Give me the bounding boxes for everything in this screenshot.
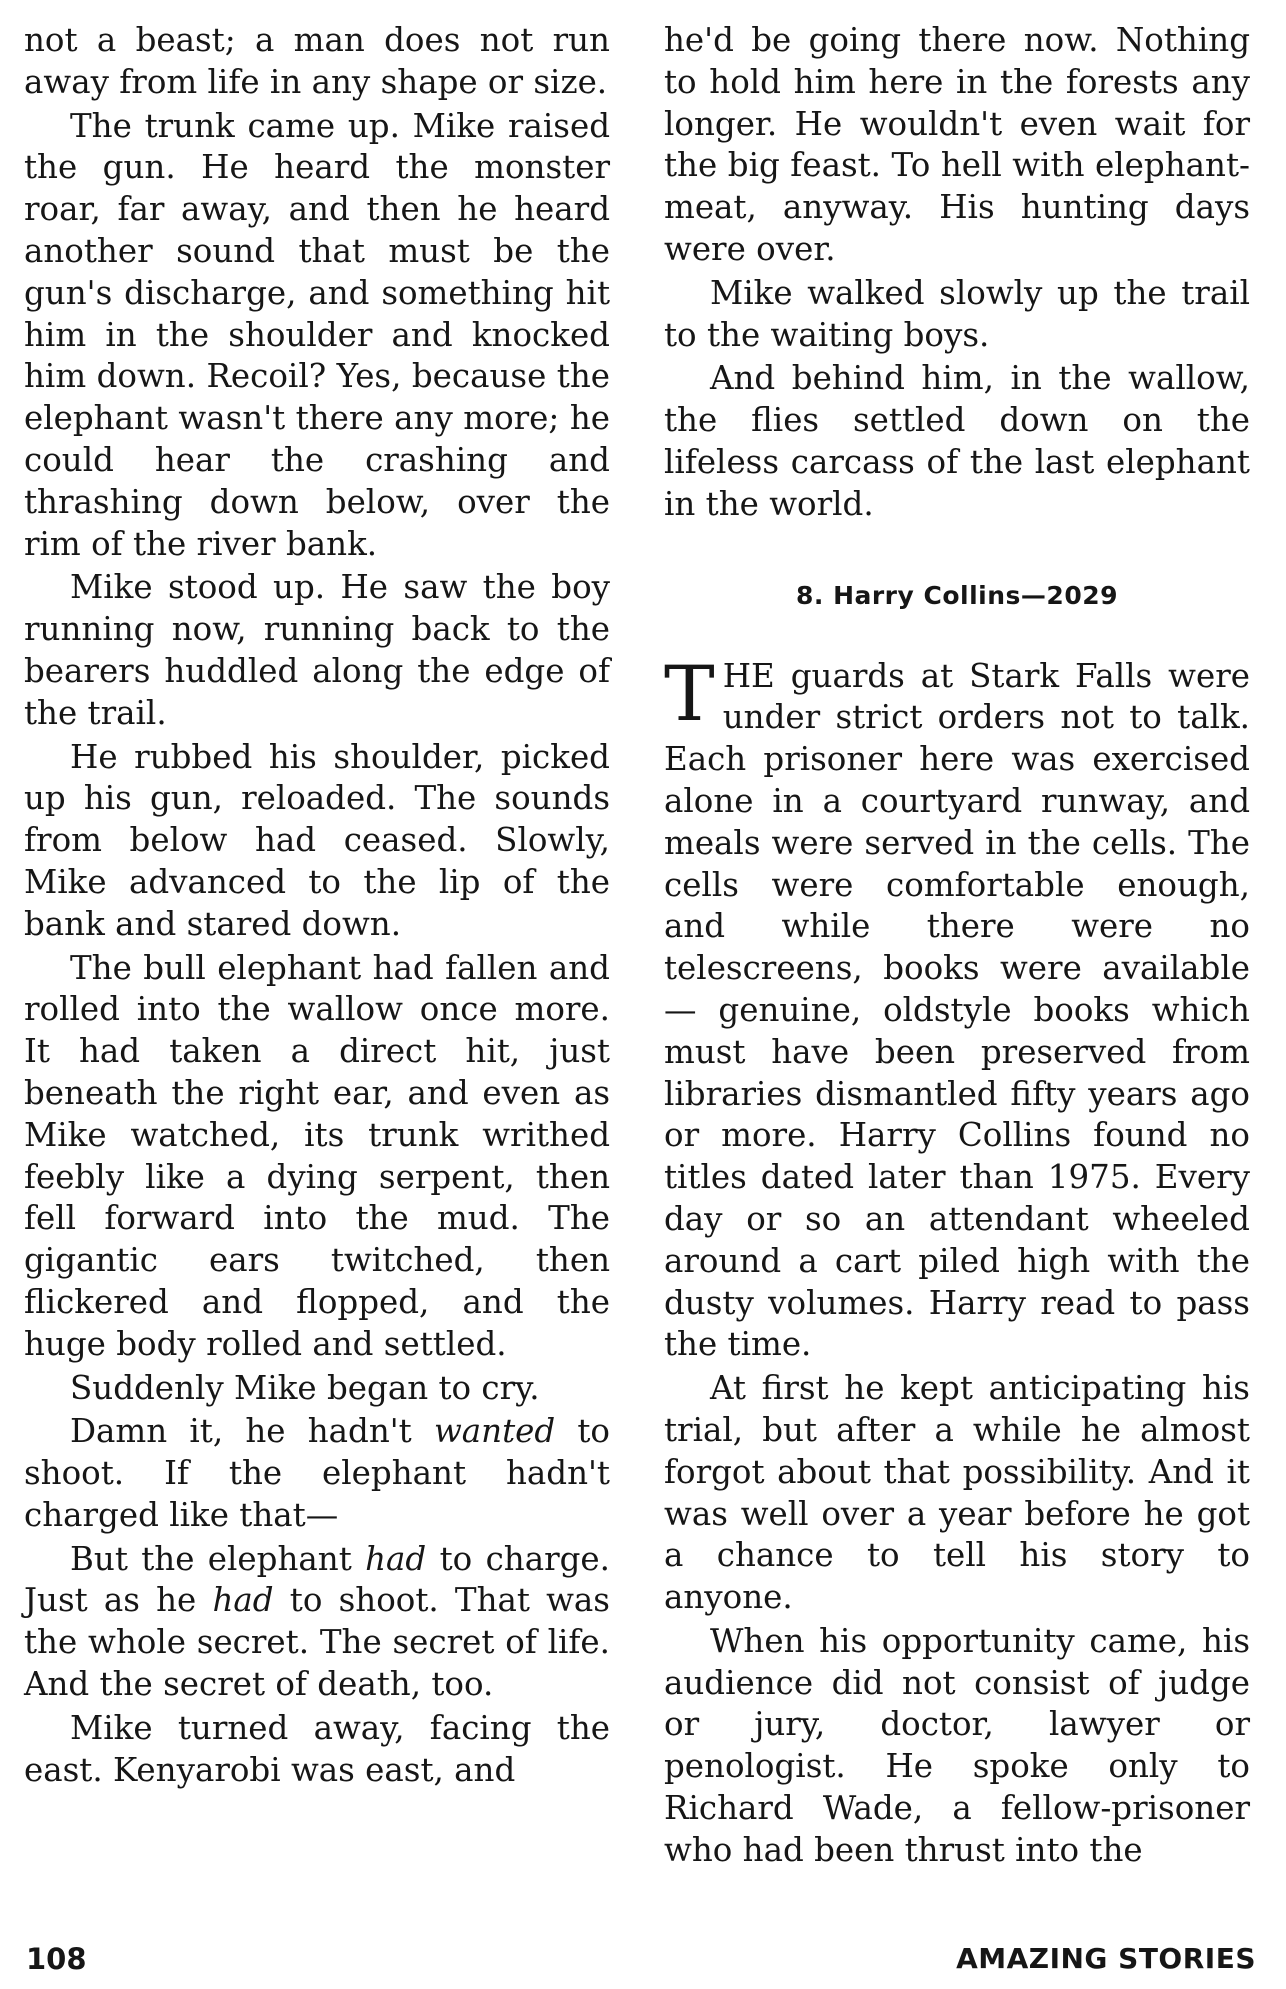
emphasis: wanted [433, 1412, 556, 1451]
left-column [24, 20, 610, 1793]
magazine-title: AMAZING STORIES [956, 1942, 1256, 1975]
paragraph [24, 1411, 610, 1536]
text-run: to shoot. That was the whole secret. The secret of life. And the secret of death, too. [24, 1581, 610, 1704]
text-run: Damn it, he hadn't [70, 1412, 434, 1451]
paragraph [24, 1539, 610, 1706]
paragraph: Suddenly Mike began to cry. [70, 1368, 540, 1407]
text-run: But the elephant [70, 1539, 366, 1578]
section-heading: 8. Harry Collins—2029 [795, 580, 1119, 610]
paragraph: he'd be going there now. Nothing to hold him here in the forests any longer. He wouldn't even wait for the big feast. To hell with elephant-meat, anyway. His hunting days were over. [664, 21, 1250, 268]
paragraph: not a beast; a man does not run away from life in any shape or size. [24, 21, 610, 101]
paragraph: When his opportunity came, his audience did not consist of judge or jury, doctor, lawyer or penologist. He spoke only to Richard Wade, a fellow-prisoner who had been thrust into the [664, 1621, 1250, 1869]
paragraph: Mike turned away, facing the east. Kenyarobi was east, and [24, 1708, 610, 1789]
paragraph: The bull elephant had fallen and rolled into the wallow once more. It had taken a direct hit, just beneath the right ear, and even as Mike watched, its trunk writhed feebly like a dying serpent, then fell forward into the mud. The gigantic ears twitched, then flickered and flopped, and the huge body rolled and settled. [24, 948, 610, 1363]
text-run: HE guards at Stark Falls were under strict orders not to talk. Each prisoner here was exercised alone in a courtyard runway, and meals were served in the cells. The cells were comfortable enough, and while there were no telescreens, books were available — genuine, oldstyle books which must have been preserved from libraries dismantled fifty years ago or more. Harry Collins found no titles dated later than 1975. Every day or so an attendant wheeled around a cart piled high with the dusty volumes. Harry read to pass the time. [664, 656, 1250, 1364]
paragraph: Mike stood up. He saw the boy running now, running back to the bearers huddled along the edge of the trail. [24, 568, 610, 732]
paragraph: At first he kept anticipating his trial, but after a while he almost forgot about that possibility. And it was well over a year before he got a chance to tell his story to anyone. [664, 1369, 1250, 1617]
right-column [664, 20, 1250, 1874]
page-footer [0, 1942, 1286, 1982]
page-number: 108 [26, 1942, 87, 1976]
text-run: to charge. Just as he [24, 1539, 610, 1620]
drop-cap: T [664, 648, 715, 738]
paragraph: He rubbed his shoulder, picked up his gun, reloaded. The sounds from below had ceased. Slowly, Mike advanced to the lip of the bank and stared down. [24, 737, 610, 943]
paragraph: Mike walked slowly up the trail to the waiting boys. [664, 273, 1250, 354]
paragraph [664, 648, 1250, 1367]
text-run: to shoot. If the elephant hadn't charged like that— [24, 1412, 610, 1534]
emphasis: had [212, 1581, 274, 1620]
paragraph: And behind him, in the wallow, the flies settled down on the lifeless carcass of the last elephant in the world. [664, 359, 1250, 523]
paragraph: The trunk came up. Mike raised the gun. He heard the monster roar, far away, and then he heard another sound that must be the gun's discharge, and something hit him in the shoulder and knocked him down. Recoil? Yes, because the elephant wasn't there any more; he could hear the crashing and thrashing down below, over the rim of the river bank. [24, 106, 610, 563]
emphasis: had [365, 1539, 427, 1578]
